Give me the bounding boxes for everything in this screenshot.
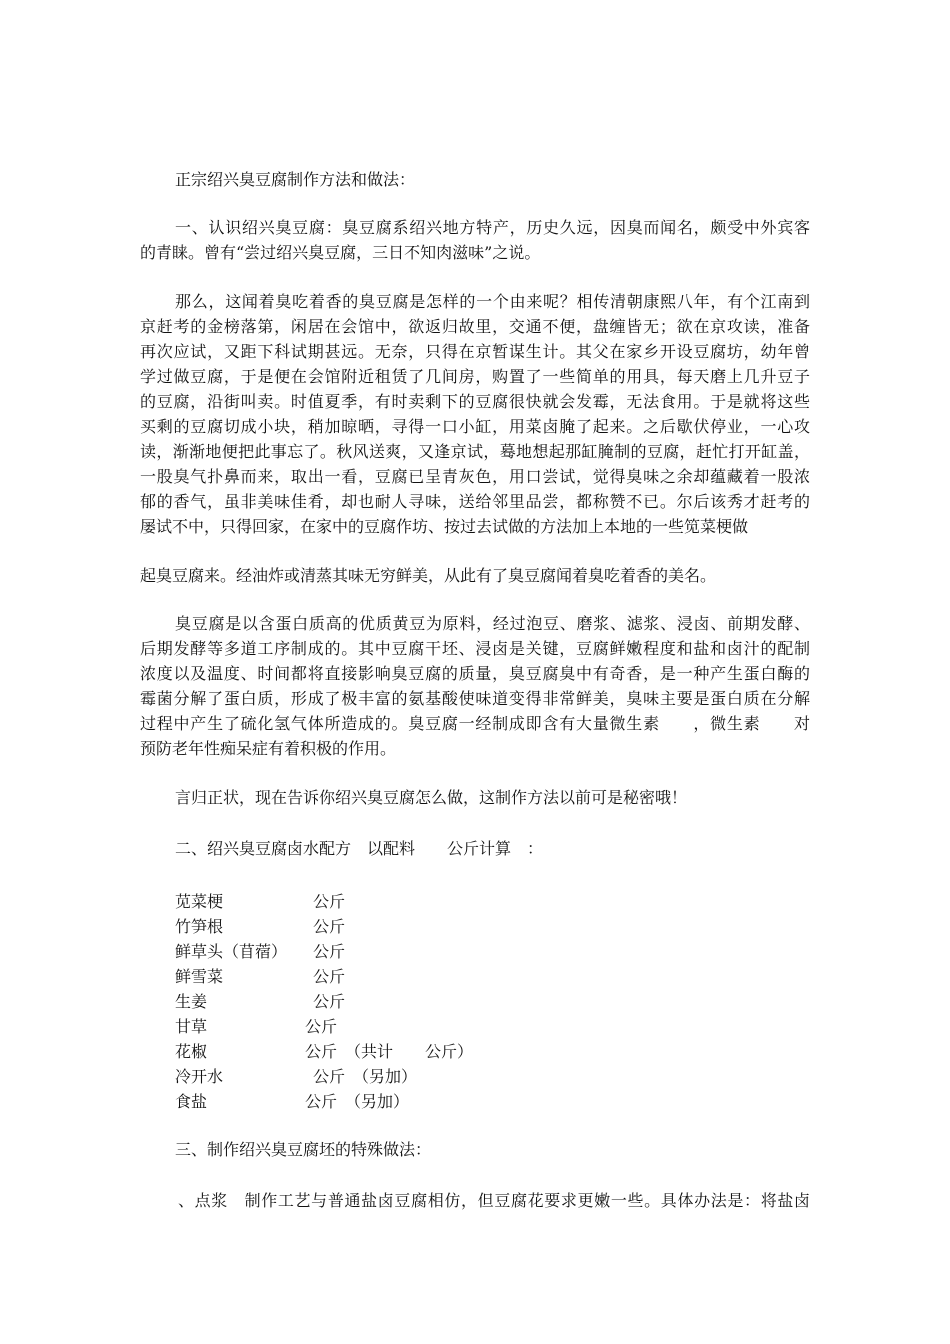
section3-first-line: 、点浆 制作工艺与普通盐卤豆腐相仿，但豆腐花要求更嫩一些。具体办法是：将盐卤 [178,1191,810,1210]
ingredient-name: 苋菜梗 [175,892,224,911]
story-line: 一股臭气扑鼻而来，取出一看，豆腐已呈青灰色，用口尝试，觉得臭味之余却蕴藏着一股浓 [140,467,810,486]
ingredient-qty: 公斤 [313,917,346,936]
document-title: 正宗绍兴臭豆腐制作方法和做法： [175,170,416,189]
ingredient-name: 甘草 [175,1017,208,1036]
ingredient-name: 冷开水 [175,1067,224,1086]
story-line: 的豆腐，沿街叫卖。时值夏季，有时卖剩下的豆腐很快就会发霉，无法食用。于是就将这些 [140,392,810,411]
story-continuation: 起臭豆腐来。经油炸或清蒸其味无穷鲜美，从此有了臭豆腐闻着臭吃着香的美名。 [140,566,717,585]
section1-line: 一、认识绍兴臭豆腐：臭豆腐系绍兴地方特产，历史久远，因臭而闻名，颇受中外宾客 [175,218,810,237]
ingredient-name: 花椒 [175,1042,208,1061]
process-line: 浓度以及温度、时间都将直接影响臭豆腐的质量，臭豆腐臭中有奇香，是一种产生蛋白酶的 [140,664,810,683]
ingredient-qty: 公斤 [313,942,346,961]
section1-line: 的青睐。曾有“尝过绍兴臭豆腐，三日不知肉滋味”之说。 [140,243,541,262]
process-line: 后期发酵等多道工序制成的。其中豆腐干坯、浸卤是关键，豆腐鲜嫩程度和盐和卤汁的配制 [140,639,810,658]
ingredient-name: 食盐 [175,1092,208,1111]
story-line: 那么，这闻着臭吃着香的臭豆腐是怎样的一个由来呢？相传清朝康熙八年，有个江南到 [175,292,810,311]
process-line: 臭豆腐是以含蛋白质高的优质黄豆为原料，经过泡豆、磨浆、滤浆、浸卤、前期发酵、 [175,614,810,633]
transition-text: 言归正状，现在告诉你绍兴臭豆腐怎么做，这制作方法以前可是秘密哦！ [175,788,688,807]
ingredient-name: 鲜草头（苜蓿） [175,942,288,961]
ingredient-qty: 公斤 [313,892,346,911]
story-line: 屡试不中，只得回家，在家中的豆腐作坊、按过去试做的方法加上本地的一些笕菜梗做 [140,517,749,536]
story-line: 学过做豆腐，于是便在会馆附近租赁了几间房，购置了一些简单的用具，每天磨上几升豆子 [140,367,810,386]
ingredient-qty: 公斤 [313,967,346,986]
ingredient-qty: 公斤 [313,992,346,1011]
section2-heading: 二、绍兴臭豆腐卤水配方 以配料 公斤计算 ： [175,839,544,858]
process-line: 预防老年性痴呆症有着积极的作用。 [140,739,397,758]
ingredient-qty: 公斤 （另加） [305,1092,410,1111]
story-line: 买剩的豆腐切成小块，稍加晾晒，寻得一口小缸，用菜卤腌了起来。之后歇伏停业，一心攻 [140,417,810,436]
ingredient-qty: 公斤 [305,1017,338,1036]
ingredient-name: 鲜雪菜 [175,967,224,986]
ingredient-qty: 公斤 （另加） [313,1067,418,1086]
story-line: 读，渐渐地便把此事忘了。秋风送爽，又逢京试，蓦地想起那缸腌制的豆腐，赶忙打开缸盖， [140,442,810,461]
process-line: 霉菌分解了蛋白质，形成了极丰富的氨基酸使味道变得非常鲜美，臭味主要是蛋白质在分解 [140,689,810,708]
story-line: 再次应试，又距下科试期甚远。无奈，只得在京暂谋生计。其父在家乡开设豆腐坊，幼年曾 [140,342,810,361]
ingredient-qty: 公斤 （共计 公斤） [305,1042,474,1061]
process-line: 过程中产生了硫化氢气体所造成的。臭豆腐一经制成即含有大量微生素 ，微生素 对 [140,714,810,733]
ingredient-name: 竹笋根 [175,917,224,936]
section3-heading: 三、制作绍兴臭豆腐坯的特殊做法： [175,1140,432,1159]
story-line: 京赶考的金榜落第，闲居在会馆中，欲返归故里，交通不便，盘缠皆无；欲在京攻读，准备 [140,317,810,336]
story-line: 郁的香气，虽非美味佳肴，却也耐人寻味，送给邻里品尝，都称赞不已。尔后该秀才赶考的 [140,492,810,511]
ingredient-name: 生姜 [175,992,208,1011]
